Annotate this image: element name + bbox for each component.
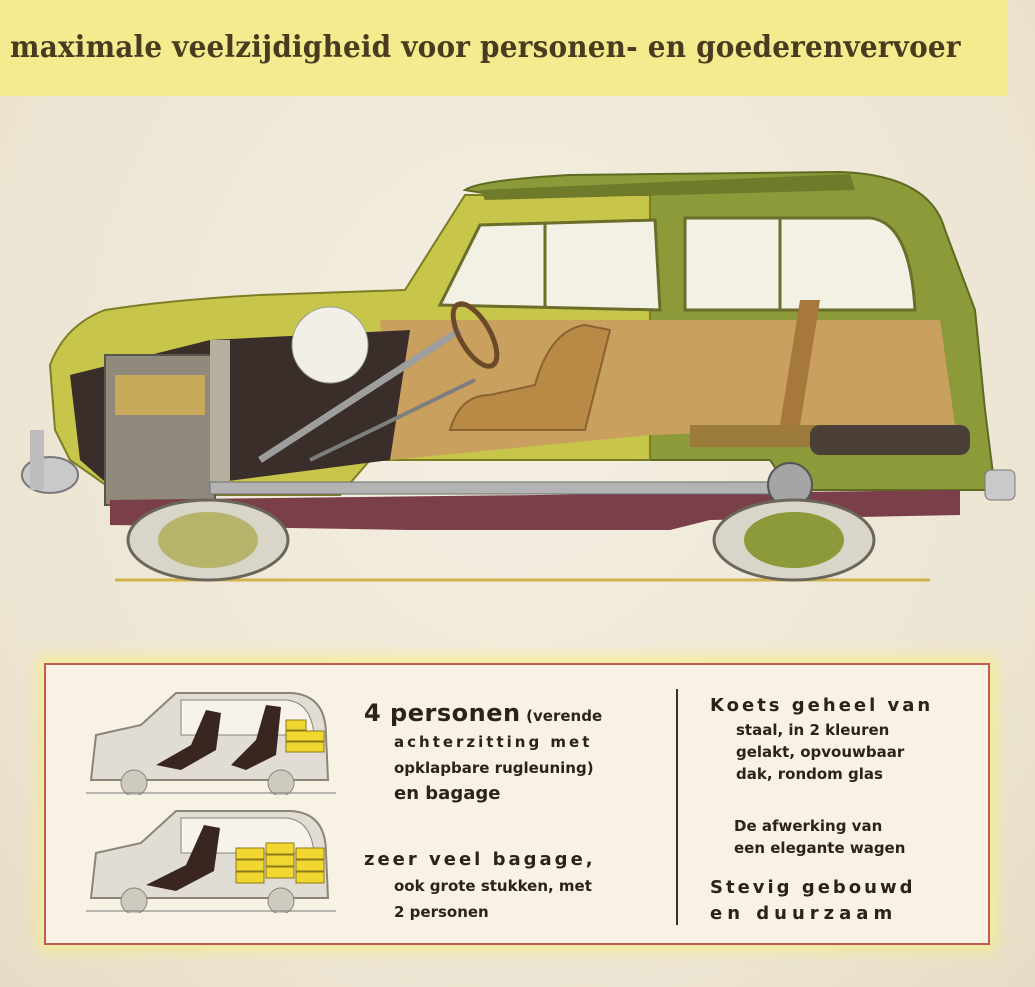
body-line4: dak, rondom glas <box>736 765 883 783</box>
body-line2: staal, in 2 kleuren <box>736 721 890 739</box>
column-divider <box>676 689 678 925</box>
four-persons-title-line <box>364 699 602 727</box>
much-luggage-line3: 2 personen <box>394 903 489 921</box>
luggage-diagram <box>86 803 346 913</box>
headline-banner <box>0 0 1008 96</box>
headline: maximale veelzijdigheid voor personen- en goederenvervoer <box>10 30 961 65</box>
four-persons-line1: (verende <box>526 707 603 725</box>
much-luggage-line1: zeer veel bagage, <box>364 849 596 870</box>
much-luggage-line2: ook grote stukken, met <box>394 877 592 895</box>
four-persons-diagram <box>86 685 346 795</box>
finish-line2: een elegante wagen <box>734 839 906 857</box>
body-line1: Koets geheel van <box>710 695 934 716</box>
build-line1: Stevig gebouwd <box>710 877 916 898</box>
body-line3: gelakt, opvouwbaar <box>736 743 905 761</box>
four-persons-line4: en bagage <box>394 783 501 804</box>
info-panel <box>44 663 990 945</box>
car-cutaway-illustration <box>10 160 1020 600</box>
four-persons-line3: opklapbare rugleuning) <box>394 759 594 777</box>
four-persons-line2: achterzitting met <box>394 733 593 751</box>
four-persons-title: 4 personen <box>364 699 521 727</box>
build-line2: en duurzaam <box>710 903 898 924</box>
finish-line1: De afwerking van <box>734 817 883 835</box>
